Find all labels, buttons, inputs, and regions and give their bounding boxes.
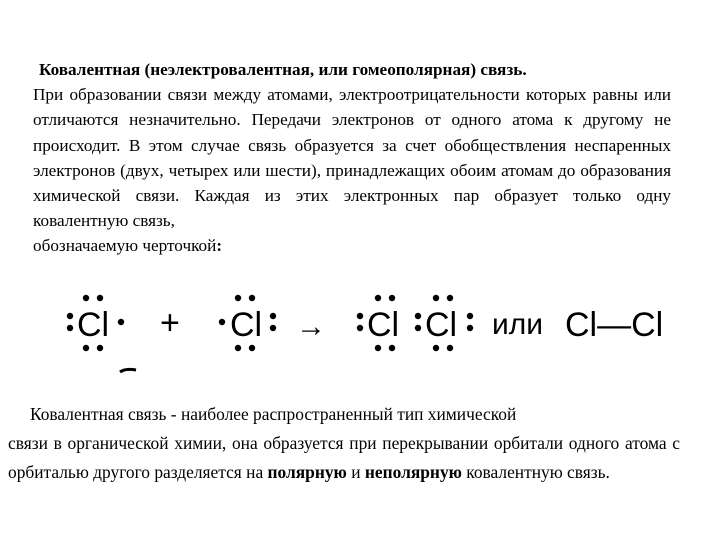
formula-product-atom2: Cl (425, 306, 458, 344)
types-text-c: ковалентную связь. (461, 462, 610, 482)
formula-atom2: Cl (230, 306, 263, 344)
types-text-b: и (346, 462, 365, 482)
types-lead-line: Ковалентная связь - наиболее распространенный тип химической (30, 404, 517, 424)
covalent-bond-types (8, 400, 680, 487)
lewis-structure-formula (60, 288, 680, 388)
formula-plus: + (160, 304, 180, 342)
lewis-atom-2 (219, 295, 276, 351)
definition-colon: : (216, 236, 223, 256)
definition-body: При образовании связи между атомами, электроотрицательности которых равны или отличаются незначительно. Передачи электронов от одного атома к другому не происходит. В этом случае связь образуется за счет обобществления неспаренных электронов (двух, четырех или шести), принадлежащих обоим атомам до образования химической связи. Каждая из этих электронных пар образует только одну ковалентную связь, (33, 85, 671, 231)
formula-structural: Cl—Cl (565, 306, 664, 344)
lewis-molecule (357, 295, 473, 351)
definition-ending: обозначаемую черточкой (33, 236, 217, 256)
formula-arrow: → (296, 310, 326, 343)
formula-product-atom1: Cl (367, 306, 400, 344)
types-text-a: связи в органической химии, она образуется при перекрывании орбитали одного атома с орбиталью другого разделяется на (8, 433, 680, 482)
definition-last-line (33, 233, 671, 258)
formula-or-word: или (492, 308, 544, 341)
nonpolar-term: неполярную (364, 462, 462, 482)
lewis-atom-1 (67, 295, 124, 351)
polar-term: полярную (267, 462, 347, 482)
covalent-bond-definition (33, 57, 671, 259)
formula-atom1: Cl (77, 306, 110, 344)
definition-title: Ковалентная (неэлектровалентная, или гомеополярная) связь. (39, 60, 527, 79)
